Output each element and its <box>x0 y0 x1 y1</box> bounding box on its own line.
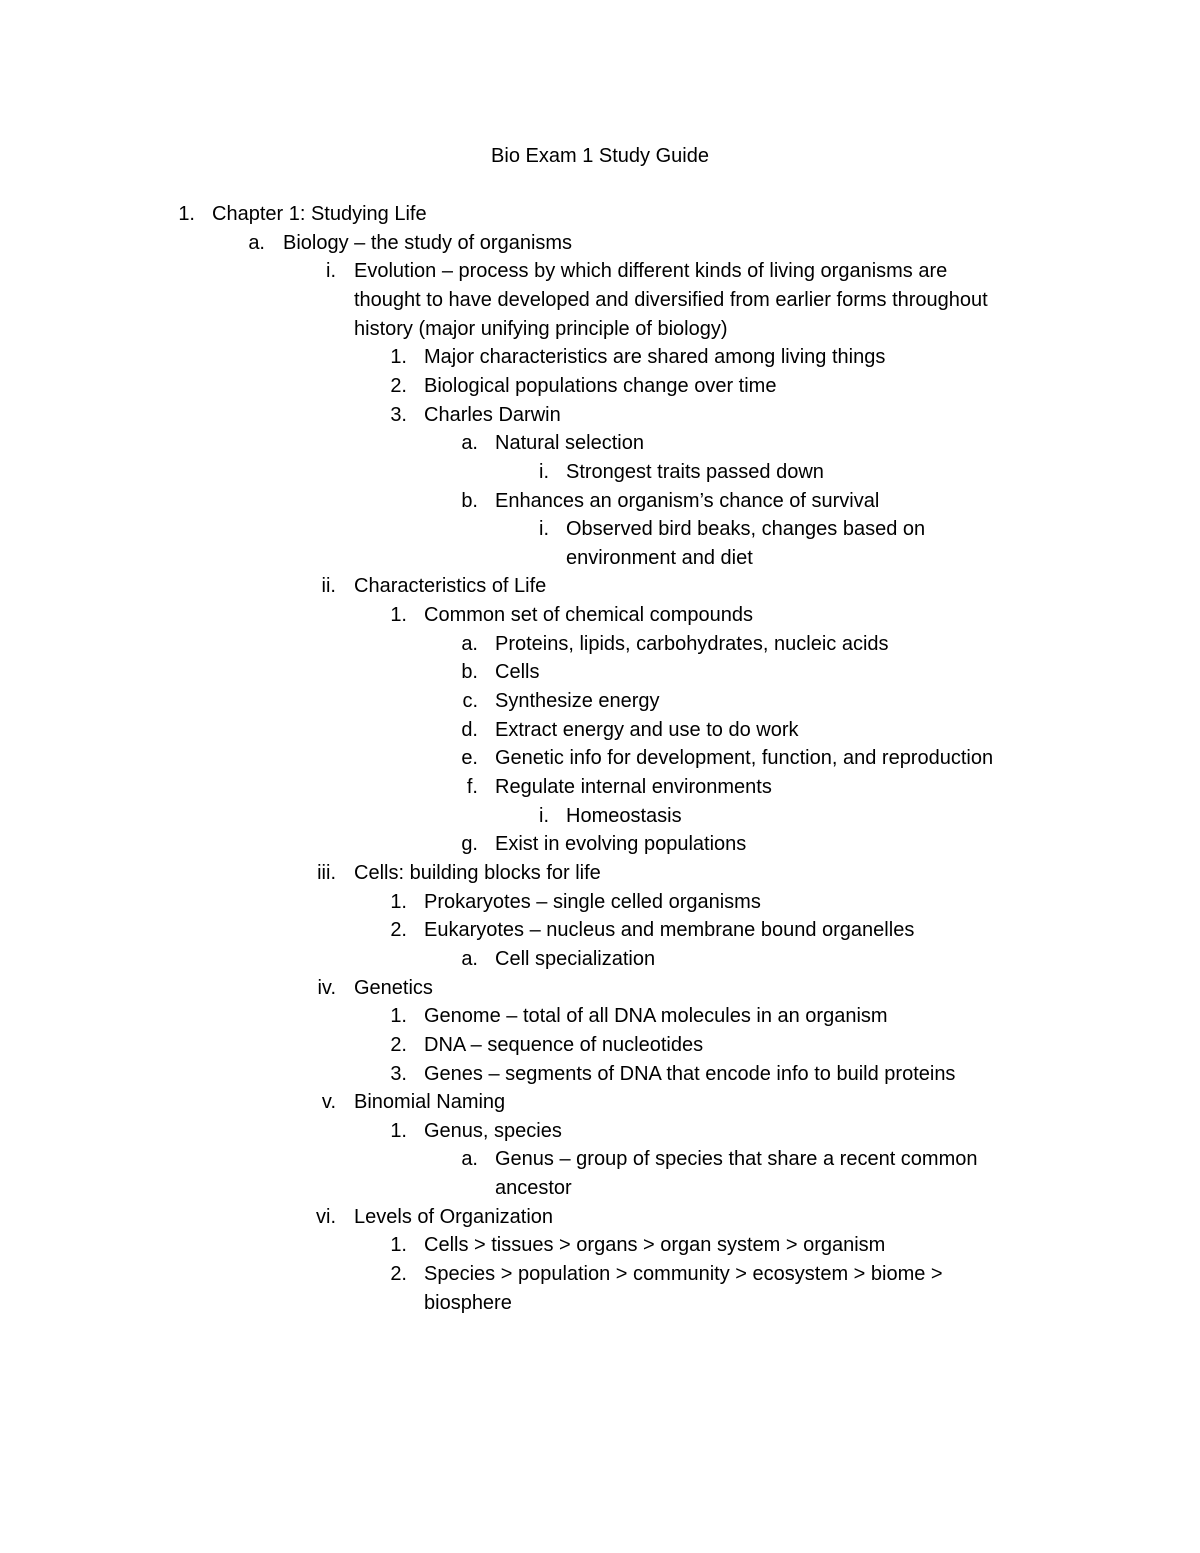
list-item-text: Proteins, lipids, carbohydrates, nucleic acids <box>495 632 889 655</box>
list-item-text: Synthesize energy <box>495 690 660 713</box>
list-marker: 1. <box>390 1234 407 1257</box>
list-marker: 2. <box>390 919 407 942</box>
list-marker: 1. <box>178 203 195 225</box>
list-marker: iii. <box>317 861 336 884</box>
list-marker: 1. <box>390 1119 407 1142</box>
list-marker: 3. <box>390 1062 407 1085</box>
list-item-text: Species > population > community > ecosystem > biome > <box>424 1263 943 1286</box>
list-item-text: Enhances an organism’s chance of survival <box>495 489 880 512</box>
list-item-text: DNA – sequence of nucleotides <box>424 1033 704 1056</box>
list-marker: iv. <box>317 976 336 999</box>
list-item-text: Charles Darwin <box>424 403 561 426</box>
list-marker: f. <box>466 776 478 798</box>
list-marker: g. <box>461 833 478 856</box>
list-item-text: Characteristics of Life <box>354 575 547 598</box>
list-item-text: Genus, species <box>424 1119 562 1142</box>
list-marker: a. <box>248 231 265 254</box>
list-marker: e. <box>461 747 478 770</box>
list-marker: 2. <box>390 374 407 397</box>
list-marker: 1. <box>390 604 407 627</box>
list-marker: b. <box>461 661 478 684</box>
list-item-text: Strongest traits passed down <box>566 460 824 483</box>
list-marker: i. <box>539 804 549 827</box>
list-marker: 1. <box>390 890 407 913</box>
list-item-text: Evolution – process by which different kinds of living organisms are <box>354 260 948 283</box>
list-item-text: environment and diet <box>566 546 753 569</box>
list-item-text: biosphere <box>424 1291 512 1314</box>
list-marker: c. <box>462 690 478 713</box>
list-item-text: Biology – the study of organisms <box>283 231 573 254</box>
list-item-text: Cells > tissues > organs > organ system > organism <box>424 1234 886 1257</box>
list-item-text: Eukaryotes – nucleus and membrane bound organelles <box>424 919 915 942</box>
list-marker: vi. <box>316 1205 336 1228</box>
list-item-text: Genetic info for development, function, and reproduction <box>495 747 994 770</box>
list-item-text: Major characteristics are shared among living things <box>424 346 886 369</box>
list-marker: 1. <box>390 1005 407 1028</box>
list-marker: i. <box>539 460 549 483</box>
list-item-text: Common set of chemical compounds <box>424 604 754 627</box>
list-marker: i. <box>539 518 549 541</box>
list-marker: v. <box>321 1091 336 1114</box>
list-item-text: Biological populations change over time <box>424 374 777 397</box>
list-item-text: Binomial Naming <box>354 1091 506 1114</box>
list-marker: a. <box>461 947 478 970</box>
list-marker: b. <box>461 489 478 512</box>
list-item-text: Regulate internal environments <box>495 776 772 798</box>
list-item-text: thought to have developed and diversified from earlier forms throughout <box>354 288 988 311</box>
list-item-text: Cells <box>495 661 540 684</box>
list-item-text: Genome – total of all DNA molecules in an organism <box>424 1005 888 1028</box>
list-marker: a. <box>461 432 478 455</box>
list-item-text: Extract energy and use to do work <box>495 718 799 741</box>
list-item-text: Prokaryotes – single celled organisms <box>424 890 761 913</box>
list-item-text: history (major unifying principle of biology) <box>354 317 728 340</box>
list-item-text: ancestor <box>495 1177 572 1200</box>
list-marker: 2. <box>390 1263 407 1286</box>
list-marker: 2. <box>390 1033 407 1056</box>
list-marker: 3. <box>390 403 407 426</box>
list-marker: a. <box>461 1148 478 1171</box>
list-item-text: Cell specialization <box>495 947 656 970</box>
list-marker: d. <box>461 718 478 741</box>
document-title: Bio Exam 1 Study Guide <box>491 145 709 167</box>
list-marker: 1. <box>390 346 407 369</box>
list-item-text: Homeostasis <box>566 804 682 827</box>
list-marker: i. <box>326 260 336 283</box>
list-item-text: Genes – segments of DNA that encode info to build proteins <box>424 1062 956 1085</box>
list-item-text: Levels of Organization <box>354 1205 554 1228</box>
list-item-text: Observed bird beaks, changes based on <box>566 518 926 541</box>
list-item-text: Genus – group of species that share a recent common <box>495 1148 978 1171</box>
list-marker: ii. <box>321 575 336 598</box>
list-item-text: Genetics <box>354 976 433 999</box>
list-item-text: Natural selection <box>495 432 644 455</box>
list-item-text: Cells: building blocks for life <box>354 861 601 884</box>
list-marker: a. <box>461 632 478 655</box>
list-item-text: Chapter 1: Studying Life <box>212 203 427 225</box>
list-item-text: Exist in evolving populations <box>495 833 747 856</box>
